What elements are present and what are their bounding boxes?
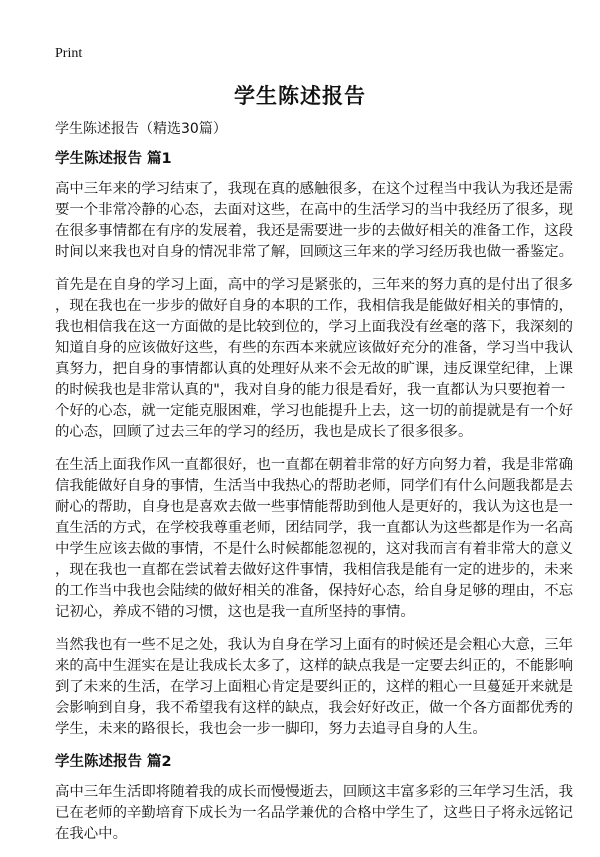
text-line: 学生，未来的路很长，我也会一步一脚印，努力去追寻自身的人生。 xyxy=(55,721,487,737)
text-line: 在生活上面我作风一直都很好，也一直都在朝着非常的好方向努力着，我是非常确 xyxy=(55,457,574,473)
page-title: 学生陈述报告 xyxy=(234,84,366,108)
text-line: 我也相信我在这一方面做的是比较到位的，学习上面我没有丝毫的落下，我深刻的 xyxy=(55,319,574,335)
text-line: 的心态，回顾了过去三年的学习的经历，我也是成长了很多很多。 xyxy=(55,424,473,440)
text-line: 时间以来我也对自身的情况非常了解，回顾这三年来的学习经历我也做一番鉴定。 xyxy=(55,244,574,260)
text-line: 在很多事情都在有序的发展着，我还是需要进一步的去做好相关的准备工作，这段 xyxy=(55,223,574,239)
text-line: 当然我也有一些不足之处，我认为自身在学习上面有的时候还是会粗心大意，三年 xyxy=(55,637,574,653)
document-subtitle: 学生陈述报告（精选30篇） xyxy=(55,121,227,137)
paragraph xyxy=(55,179,574,263)
text-line: 会影响到自身，我不希望我有这样的缺点，我会好好改正，做一个各方面都优秀的 xyxy=(55,700,574,716)
paragraph xyxy=(55,782,574,845)
text-line: 记初心，养成不错的习惯，这也是我一直所坚持的事情。 xyxy=(55,604,415,620)
section-heading: 学生陈述报告 篇1 xyxy=(55,151,172,167)
text-line: 已在老师的辛勤培育下成长为一名品学兼优的合格中学生了，这些日子将永远铭记 xyxy=(55,805,574,821)
text-line: 到了未来的生活，在学习上面粗心肯定是要纠正的，这样的粗心一旦蔓延开来就是 xyxy=(55,679,574,695)
paragraph xyxy=(55,275,574,443)
text-line: ，现在我也一直都在尝试着去做好这件事情，我相信我是能有一定的进步的，未来 xyxy=(55,562,574,578)
text-line: 知道自身的应该做好这些，有些的东西本来就应该做好充分的准备，学习当中我认 xyxy=(55,340,574,356)
text-line: 直生活的方式，在学校我尊重老师，团结同学，我一直都认为这些都是作为一名高 xyxy=(55,520,574,536)
text-line: 中学生应该去做的事情，不是什么时候都能忽视的，这对我而言有着非常大的意义 xyxy=(55,541,574,557)
print-link[interactable]: Print xyxy=(55,46,83,61)
paragraph xyxy=(55,455,574,623)
paragraph xyxy=(55,635,574,740)
text-line: 高中三年来的学习结束了，我现在真的感触很多，在这个过程当中我认为我还是需 xyxy=(55,181,574,197)
text-line: 耐心的帮助，自身也是喜欢去做一些事情能帮助到他人是更好的，我认为这也是一 xyxy=(55,499,574,515)
text-line: 真努力，把自身的事情都认真的处理好从来不会无故的旷课，违反课堂纪律，上课 xyxy=(55,361,574,377)
text-line: 首先是在自身的学习上面，高中的学习是紧张的，三年来的努力真的是付出了很多 xyxy=(55,277,574,293)
document-body xyxy=(55,119,574,857)
section-heading: 学生陈述报告 篇2 xyxy=(55,754,172,770)
text-line: 来的高中生涯实在是让我成长太多了，这样的缺点我是一定要去纠正的，不能影响 xyxy=(55,658,574,674)
text-line: ，现在我也在一步步的做好自身的本职的工作，我相信我是能做好相关的事情的， xyxy=(55,298,574,314)
text-line: 的时候我也是非常认真的"，我对自身的能力很是看好，我一直都认为只要抱着一 xyxy=(55,382,566,398)
text-line: 的工作当中我也会陆续的做好相关的准备，保持好心态，给自身足够的理由，不忘 xyxy=(55,583,574,599)
text-line: 个好的心态，就一定能克服困难，学习也能提升上去，这一切的前提就是有一个好 xyxy=(55,403,574,419)
text-line: 在我心中。 xyxy=(55,826,127,842)
text-line: 信我能做好自身的事情，生活当中我热心的帮助老师，同学们有什么问题我都是去 xyxy=(55,478,574,494)
text-line: 高中三年生活即将随着我的成长而慢慢逝去，回顾这丰富多彩的三年学习生活，我 xyxy=(55,784,574,800)
text-line: 要一个非常冷静的心态，去面对这些，在高中的生活学习的当中我经历了很多，现 xyxy=(55,202,574,218)
